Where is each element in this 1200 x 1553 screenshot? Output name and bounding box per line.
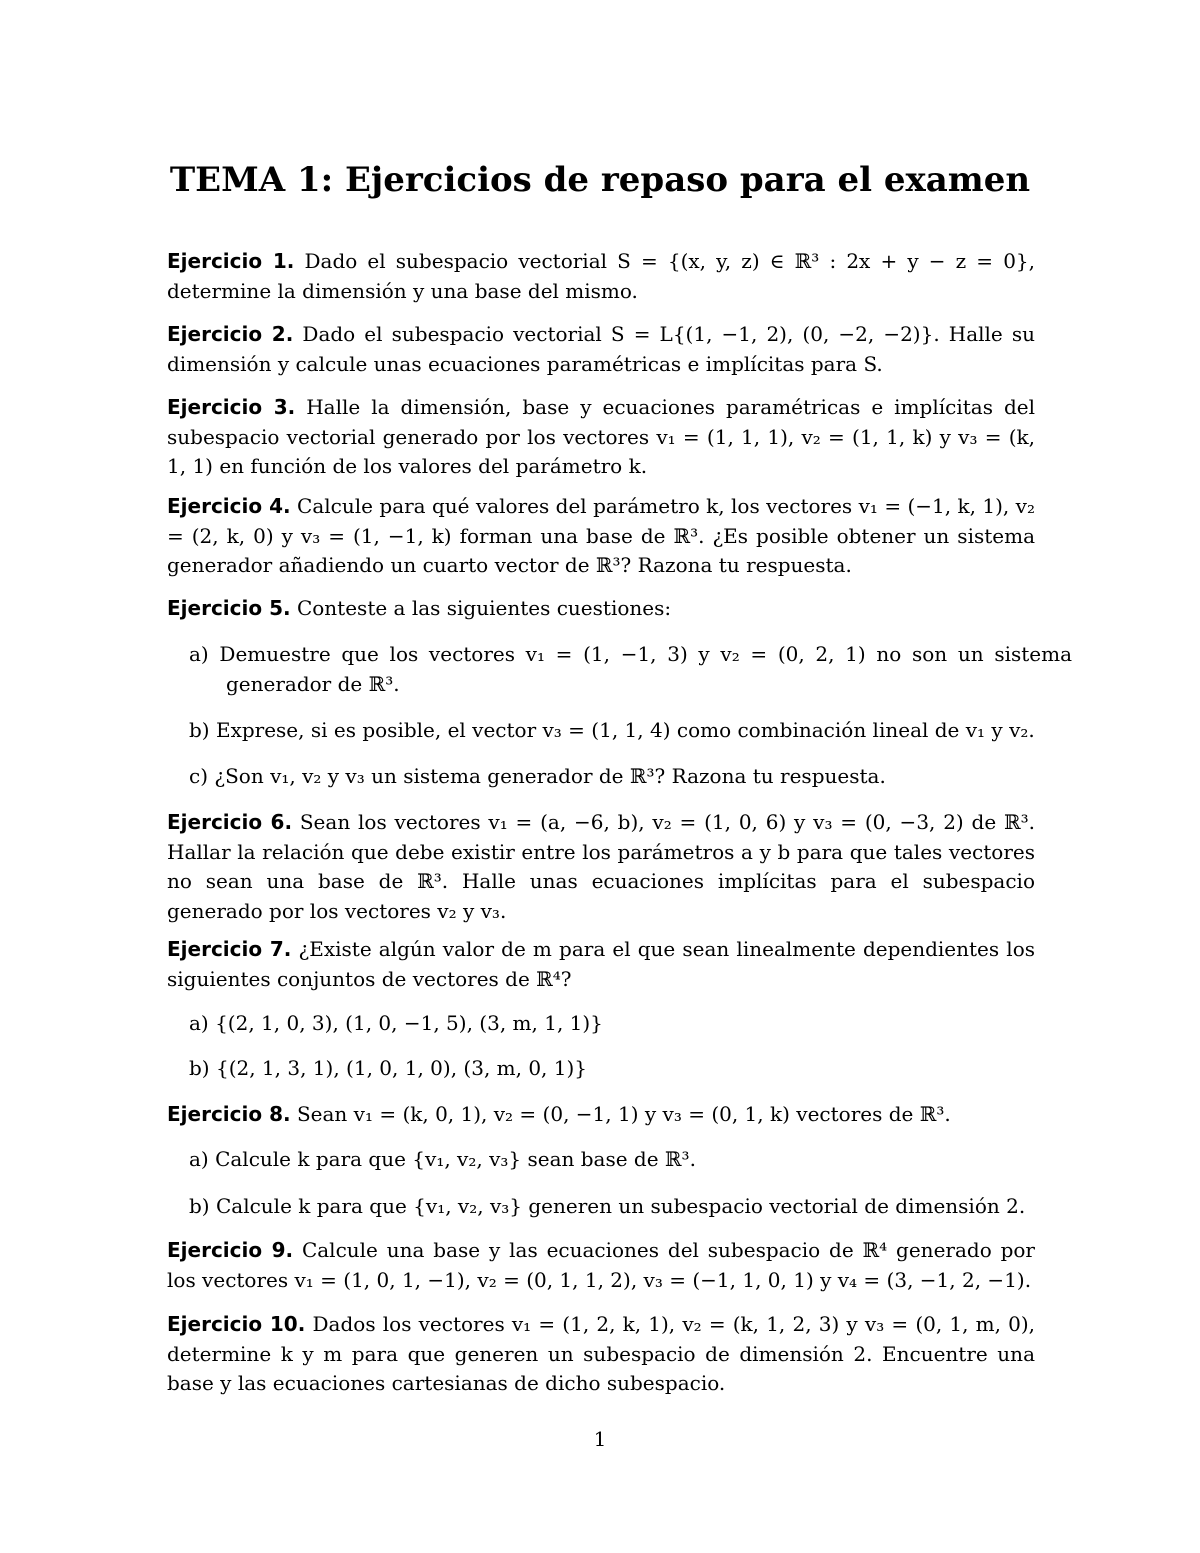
exercise-6	[167, 808, 1035, 926]
exercise-text: Dados los vectores v₁ = (1, 2, k, 1), v₂ = (k, 1, 2, 3) y v₃ = (0, 1, m, 0), determine k y m para que generen un subespacio de dimensión 2. Encuentre una base y las ecuaciones cartesianas de dicho subespacio.	[167, 1312, 1036, 1395]
exercise-7-item-a: a) {(2, 1, 0, 3), (1, 0, −1, 5), (3, m, 1, 1)}	[189, 1011, 603, 1035]
exercise-label: Ejercicio 5.	[167, 596, 291, 620]
exercise-7	[167, 935, 1035, 994]
exercise-2	[167, 320, 1035, 379]
exercise-9	[167, 1236, 1035, 1295]
exercise-label: Ejercicio 10.	[167, 1312, 306, 1336]
exercise-text: Conteste a las siguientes cuestiones:	[296, 596, 672, 620]
exercise-text: ¿Existe algún valor de m para el que sean linealmente dependientes los siguientes conjuntos de vectores de ℝ⁴?	[167, 937, 1035, 991]
exercise-5-item-a: a) Demuestre que los vectores v₁ = (1, −1, 3) y v₂ = (0, 2, 1) no son un sistema generador de ℝ³.	[189, 642, 1072, 696]
exercise-label: Ejercicio 3.	[167, 395, 296, 419]
exercise-5	[167, 594, 1035, 624]
exercise-5-item-b: b) Exprese, si es posible, el vector v₃ = (1, 1, 4) como combinación lineal de v₁ y v₂.	[189, 718, 1035, 742]
exercise-text: Calcule para qué valores del parámetro k, los vectores v₁ = (−1, k, 1), v₂ = (2, k, 0) y v₃ = (1, −1, k) forman una base de ℝ³. ¿Es posible obtener un sistema generador añadiendo un cuarto vector de ℝ³? Razona tu respuesta.	[167, 494, 1035, 577]
exercise-text: Sean los vectores v₁ = (a, −6, b), v₂ = (1, 0, 6) y v₃ = (0, −3, 2) de ℝ³. Hallar la relación que debe existir entre los parámetros a y b para que tales vectores no sean una base de ℝ³. Halle unas ecuaciones implícitas para el subespacio generado por los vectores v₂ y v₃.	[167, 810, 1035, 923]
exercise-8-item-b: b) Calcule k para que {v₁, v₂, v₃} generen un subespacio vectorial de dimensión 2.	[189, 1194, 1026, 1218]
exercise-label: Ejercicio 1.	[167, 249, 295, 273]
exercise-8	[167, 1100, 1035, 1130]
exercise-label: Ejercicio 4.	[167, 494, 291, 518]
exercise-label: Ejercicio 2.	[167, 322, 294, 346]
exercise-5-item-c: c) ¿Son v₁, v₂ y v₃ un sistema generador de ℝ³? Razona tu respuesta.	[189, 764, 886, 788]
exercise-text: Sean v₁ = (k, 0, 1), v₂ = (0, −1, 1) y v₃ = (0, 1, k) vectores de ℝ³.	[296, 1102, 951, 1126]
exercise-text: Dado el subespacio vectorial S = L{(1, −1, 2), (0, −2, −2)}. Halle su dimensión y calcule unas ecuaciones paramétricas e implícitas para S.	[167, 322, 1036, 376]
exercise-label: Ejercicio 7.	[167, 937, 292, 961]
exercise-text: Dado el subespacio vectorial S = {(x, y, z) ∈ ℝ³ : 2x + y − z = 0}, determine la dimensión y una base del mismo.	[167, 249, 1036, 303]
exercise-text: Halle la dimensión, base y ecuaciones paramétricas e implícitas del subespacio vectorial generado por los vectores v₁ = (1, 1, 1), v₂ = (1, 1, k) y v₃ = (k, 1, 1) en función de los valores del parámetro k.	[167, 395, 1035, 478]
exercise-label: Ejercicio 6.	[167, 810, 293, 834]
exercise-label: Ejercicio 9.	[167, 1238, 294, 1262]
exercise-text: Calcule una base y las ecuaciones del subespacio de ℝ⁴ generado por los vectores v₁ = (1, 0, 1, −1), v₂ = (0, 1, 1, 2), v₃ = (−1, 1, 0, 1) y v₄ = (3, −1, 2, −1).	[167, 1238, 1035, 1292]
exercise-3	[167, 393, 1035, 482]
exercise-label: Ejercicio 8.	[167, 1102, 291, 1126]
exercise-8-item-a: a) Calcule k para que {v₁, v₂, v₃} sean base de ℝ³.	[189, 1147, 696, 1171]
page-title: TEMA 1: Ejercicios de repaso para el examen	[169, 160, 1031, 200]
exercise-10	[167, 1310, 1035, 1399]
exercise-1	[167, 247, 1035, 306]
exercise-4	[167, 492, 1035, 581]
page-number: 1	[593, 1427, 607, 1451]
exercise-7-item-b: b) {(2, 1, 3, 1), (1, 0, 1, 0), (3, m, 0, 1)}	[189, 1056, 588, 1080]
